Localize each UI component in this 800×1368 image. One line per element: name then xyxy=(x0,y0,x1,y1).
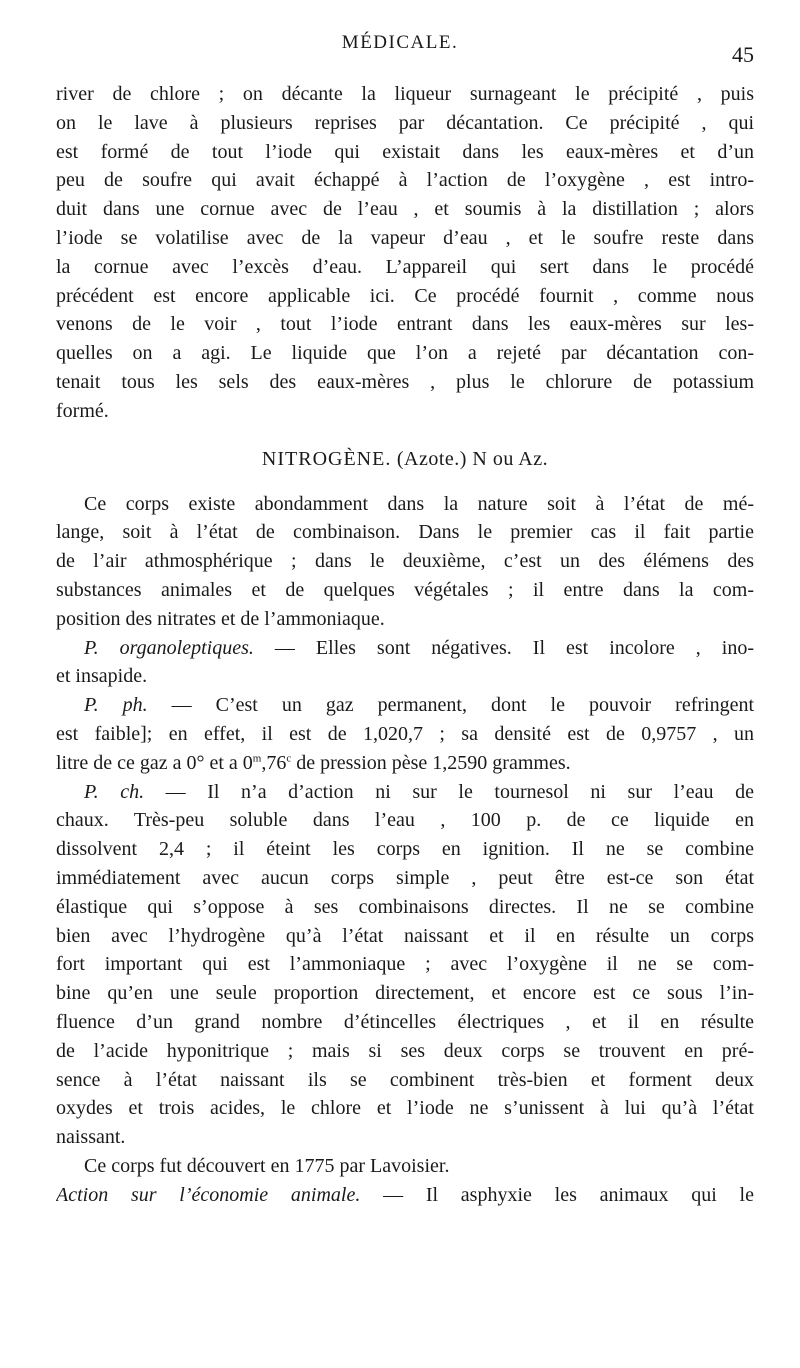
page-number: 45 xyxy=(732,42,754,67)
section-heading-main: NITROGÈNE. xyxy=(261,447,392,470)
paragraph-discovery xyxy=(56,1152,754,1181)
text-line: quelles on a agi. Le liquide que l’on a rejeté par décantation con- xyxy=(56,342,754,365)
paragraph-occurrence xyxy=(56,490,754,634)
section-heading-rest: (Azote.) N ou Az. xyxy=(396,447,549,470)
text-line: substances animales et de quelques végétales ; il entre dans la com- xyxy=(56,578,754,601)
text-line: P. organoleptiques. — Elles sont négatives. Il est incolore , ino- xyxy=(84,636,754,659)
text-line: et insapide. xyxy=(56,665,148,688)
text-line: P. ch. — Il n’a d’action ni sur le tournesol ni sur l’eau de xyxy=(84,780,754,803)
text-line: position des nitrates et de l’ammoniaque. xyxy=(56,607,385,630)
text-line: fort important qui est l’ammoniaque ; avec l’oxygène il ne se com- xyxy=(56,953,754,976)
text-line: fluence d’un grand nombre d’étincelles électriques , et il en résulte xyxy=(56,1010,754,1033)
paragraph-physical xyxy=(56,691,754,777)
text-line: précédent est encore applicable ici. Ce procédé fournit , comme nous xyxy=(56,284,754,307)
text-line: dissolvent 2,4 ; il éteint les corps en ignition. Il ne se combine xyxy=(56,838,754,861)
text-line: venons de le voir , tout l’iode entrant dans les eaux-mères sur les- xyxy=(56,313,754,336)
text-line: P. ph. — C’est un gaz permanent, dont le pouvoir refringent xyxy=(84,694,754,717)
text-line: formé. xyxy=(56,399,109,422)
text-line: litre de ce gaz a 0° et a 0$^m$,76$^c$ de pression pèse 1,2590 grammes. xyxy=(56,751,571,774)
text-line: chaux. Très-peu soluble dans l’eau , 100 p. de ce liquide en xyxy=(56,809,754,832)
text-line: river de chlore ; on décante la liqueur surnageant le précipité , puis xyxy=(56,83,754,105)
section-heading xyxy=(56,434,754,484)
text-line: Ce corps existe abondamment dans la nature soit à l’état de mé- xyxy=(84,492,754,515)
paragraph-label: P. ph. xyxy=(84,694,148,717)
text-line: de l’air athmosphérique ; dans le deuxième, c’est un des élémens des xyxy=(56,550,754,573)
text-line: élastique qui s’oppose à ses combinaisons directes. Il ne se combine xyxy=(56,895,754,918)
text-line: immédiatement avec aucun corps simple , peut être est-ce son état xyxy=(56,866,754,889)
page-header xyxy=(0,22,800,67)
paragraph-action xyxy=(56,1181,754,1210)
text-line: Ce corps fut découvert en 1775 par Lavoisier. xyxy=(84,1154,450,1177)
text-line: est faible]; en effet, il est de 1,020,7 ; sa densité est de 0,9757 , un xyxy=(56,722,754,745)
running-title: MÉDICALE. xyxy=(341,32,459,53)
text-line: duit dans une cornue avec de l’eau , et soumis à la distillation ; alors xyxy=(56,198,754,221)
paragraph-organoleptic xyxy=(56,634,754,692)
text-line: on le lave à plusieurs reprises par décantation. Ce précipité , qui xyxy=(56,111,754,134)
text-line: lange, soit à l’état de combinaison. Dans le premier cas il fait partie xyxy=(56,521,754,544)
paragraph-iodine-extraction xyxy=(56,80,754,426)
paragraph-label: P. ch. xyxy=(84,780,145,803)
text-line: peu de soufre qui avait échappé à l’action de l’oxygène , est intro- xyxy=(56,169,754,192)
text-line: Action sur l’économie animale. — Il asphyxie les animaux qui le xyxy=(56,1183,754,1206)
text-line: oxydes et trois acides, le chlore et l’iode ne s’unissent à lui qu’à l’état xyxy=(56,1097,754,1120)
paragraph-chemical xyxy=(56,778,754,1152)
text-line: l’iode se volatilise avec de la vapeur d’eau , et le soufre reste dans xyxy=(56,226,754,249)
text-line: bien avec l’hydrogène qu’à l’état naissant et il en résulte un corps xyxy=(56,924,754,947)
page-body xyxy=(56,80,754,1209)
text-line: sence à l’état naissant ils se combinent très-bien et forment deux xyxy=(56,1068,754,1091)
text-line: tenait tous les sels des eaux-mères , plus le chlorure de potassium xyxy=(56,370,754,393)
paragraph-label: P. organoleptiques. xyxy=(84,636,254,659)
text-line: est formé de tout l’iode qui existait dans les eaux-mères et d’un xyxy=(56,140,754,163)
text-line: la cornue avec l’excès d’eau. L’appareil qui sert dans le procédé xyxy=(56,255,754,278)
text-line: bine qu’en une seule proportion directement, et encore est ce sous l’in- xyxy=(56,982,754,1005)
text-line: naissant. xyxy=(56,1126,126,1149)
text-line: de l’acide hyponitrique ; mais si ses deux corps se trouvent en pré- xyxy=(56,1039,754,1062)
paragraph-label: Action sur l’économie animale. xyxy=(56,1183,361,1206)
